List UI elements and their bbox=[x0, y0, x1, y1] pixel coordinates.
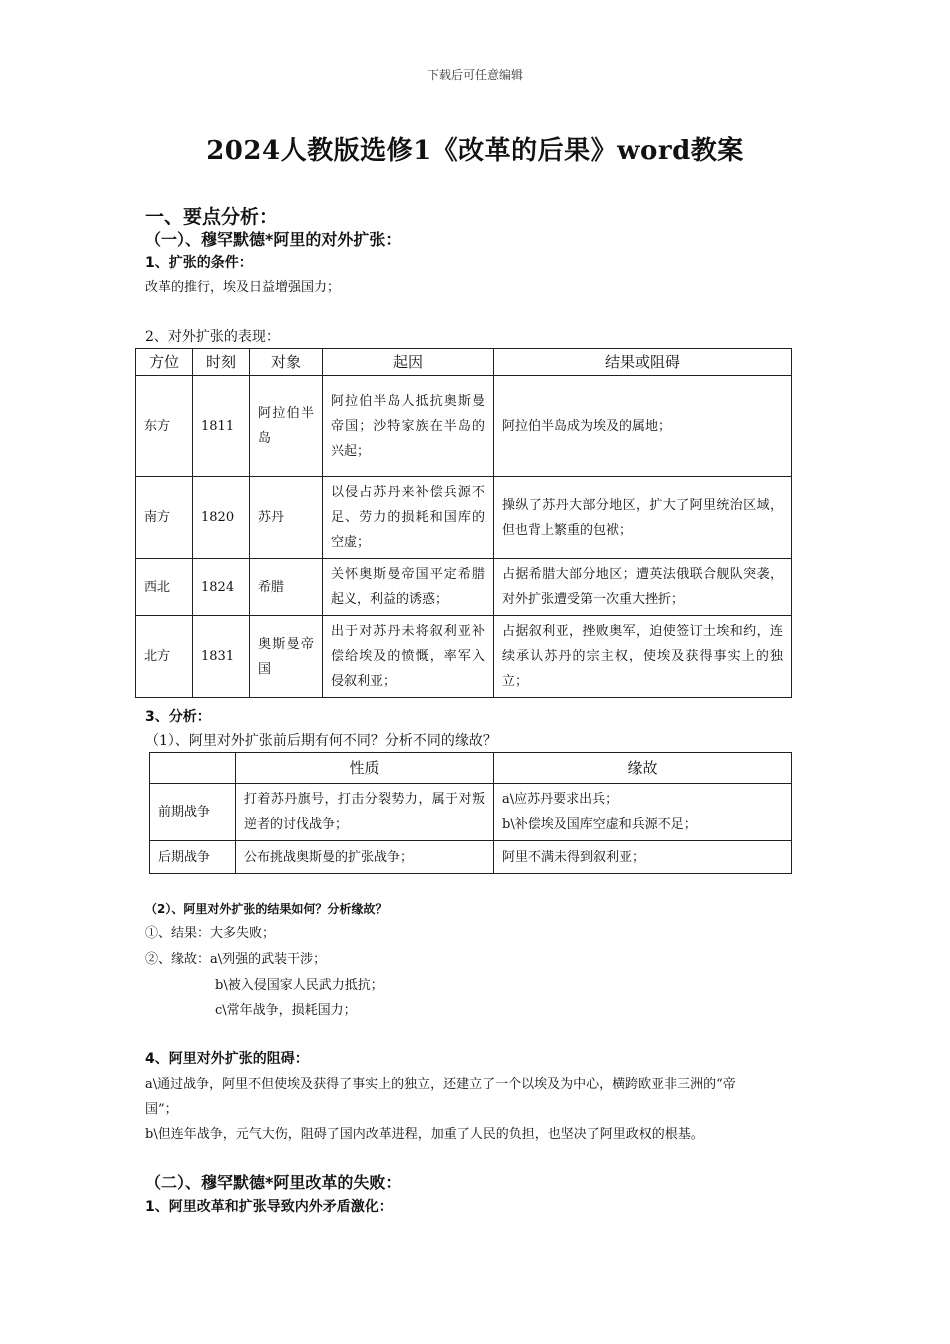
header-cell bbox=[150, 753, 236, 784]
result-cell: 占据叙利亚，挫败奥军，迫使签订土埃和约，连续承认苏丹的宗主权，使埃及获得事实上的独立； bbox=[494, 616, 792, 698]
failure-heading: 1、阿里改革和扩张导致内外矛盾激化： bbox=[145, 1199, 393, 1215]
reason-cell bbox=[494, 784, 792, 841]
table-row bbox=[136, 616, 792, 698]
reason-cell: 阿里不满未得到叙利亚； bbox=[494, 841, 792, 874]
direction-cell: 南方 bbox=[136, 477, 193, 559]
obstacle-line: b\但连年战争，元气大伤，阻碍了国内改革进程，加重了人民的负担，也坚决了阿里政权的根基。 bbox=[145, 1127, 704, 1142]
reason-line: c\常年战争，损耗国力； bbox=[215, 1003, 357, 1018]
document-title: 2024人教版选修1《改革的后果》word教案 bbox=[206, 136, 744, 166]
header-cell: 结果或阻碍 bbox=[494, 349, 792, 376]
period-cell: 后期战争 bbox=[150, 841, 236, 874]
header-cell: 缘故 bbox=[494, 753, 792, 784]
table-row bbox=[136, 559, 792, 616]
target-cell: 奥斯曼帝国 bbox=[250, 616, 323, 698]
reason-line: b\被入侵国家人民武力抵抗； bbox=[215, 978, 384, 993]
conditions-heading: 1、扩张的条件： bbox=[145, 255, 253, 271]
question-1: （1）、阿里对外扩张前后期有何不同？分析不同的缘故？ bbox=[145, 733, 497, 749]
subsection-heading: （一）、穆罕默德*阿里的对外扩张： bbox=[145, 230, 402, 249]
analysis-heading: 3、分析： bbox=[145, 709, 211, 725]
year-cell: 1820 bbox=[193, 477, 250, 559]
obstacle-line: 国”； bbox=[145, 1102, 178, 1117]
obstacle-line: a\通过战争，阿里不但使埃及获得了事实上的独立，还建立了一个以埃及为中心，横跨欧亚非三洲的“帝 bbox=[145, 1077, 736, 1092]
direction-cell: 西北 bbox=[136, 559, 193, 616]
target-cell: 苏丹 bbox=[250, 477, 323, 559]
result-cell: 操纵了苏丹大部分地区，扩大了阿里统治区域，但也背上繁重的包袱； bbox=[494, 477, 792, 559]
reason-line: b\补偿埃及国库空虚和兵源不足； bbox=[502, 817, 697, 832]
table-header-row bbox=[150, 753, 792, 784]
year-cell: 1824 bbox=[193, 559, 250, 616]
table-row bbox=[136, 477, 792, 559]
header-cell: 时刻 bbox=[193, 349, 250, 376]
table-row bbox=[150, 841, 792, 874]
header-cell: 性质 bbox=[236, 753, 494, 784]
direction-cell: 北方 bbox=[136, 616, 193, 698]
reason-line: a\应苏丹要求出兵； bbox=[502, 792, 619, 807]
reason-line: ②、缘故：a\列强的武装干涉； bbox=[145, 952, 327, 967]
table-row bbox=[150, 784, 792, 841]
obstacle-heading: 4、阿里对外扩张的阻碍： bbox=[145, 1051, 309, 1067]
subsection-heading: （二）、穆罕默德*阿里改革的失败： bbox=[145, 1173, 402, 1192]
target-cell: 阿拉伯半岛 bbox=[250, 376, 323, 477]
page-header: 下载后可任意编辑 bbox=[426, 68, 523, 82]
year-cell: 1831 bbox=[193, 616, 250, 698]
comparison-table bbox=[149, 752, 792, 874]
result-cell: 占据希腊大部分地区；遭英法俄联合舰队突袭，对外扩张遭受第一次重大挫折； bbox=[494, 559, 792, 616]
nature-cell: 公布挑战奥斯曼的扩张战争； bbox=[236, 841, 494, 874]
header-cell: 起因 bbox=[323, 349, 494, 376]
cause-cell: 以侵占苏丹来补偿兵源不足、劳力的损耗和国库的空虚； bbox=[323, 477, 494, 559]
cause-cell: 出于对苏丹未将叙利亚补偿给埃及的愤慨，率军入侵叙利亚； bbox=[323, 616, 494, 698]
expansion-table bbox=[135, 348, 792, 698]
period-cell: 前期战争 bbox=[150, 784, 236, 841]
target-cell: 希腊 bbox=[250, 559, 323, 616]
header-cell: 对象 bbox=[250, 349, 323, 376]
header-cell: 方位 bbox=[136, 349, 193, 376]
result-cell: 阿拉伯半岛成为埃及的属地； bbox=[494, 376, 792, 477]
section-heading: 一、要点分析： bbox=[145, 206, 279, 228]
question-2: （2）、阿里对外扩张的结果如何？分析缘故？ bbox=[145, 902, 388, 916]
result-line: ①、结果：大多失败； bbox=[145, 926, 276, 941]
cause-cell: 关怀奥斯曼帝国平定希腊起义，利益的诱惑； bbox=[323, 559, 494, 616]
table-row bbox=[136, 376, 792, 477]
table-header-row bbox=[136, 349, 792, 376]
nature-cell: 打着苏丹旗号，打击分裂势力，属于对叛逆者的讨伐战争； bbox=[236, 784, 494, 841]
year-cell: 1811 bbox=[193, 376, 250, 477]
direction-cell: 东方 bbox=[136, 376, 193, 477]
conditions-text: 改革的推行，埃及日益增强国力； bbox=[145, 280, 341, 295]
expansion-heading: 2、对外扩张的表现： bbox=[145, 329, 280, 345]
cause-cell: 阿拉伯半岛人抵抗奥斯曼帝国；沙特家族在半岛的兴起； bbox=[323, 376, 494, 477]
